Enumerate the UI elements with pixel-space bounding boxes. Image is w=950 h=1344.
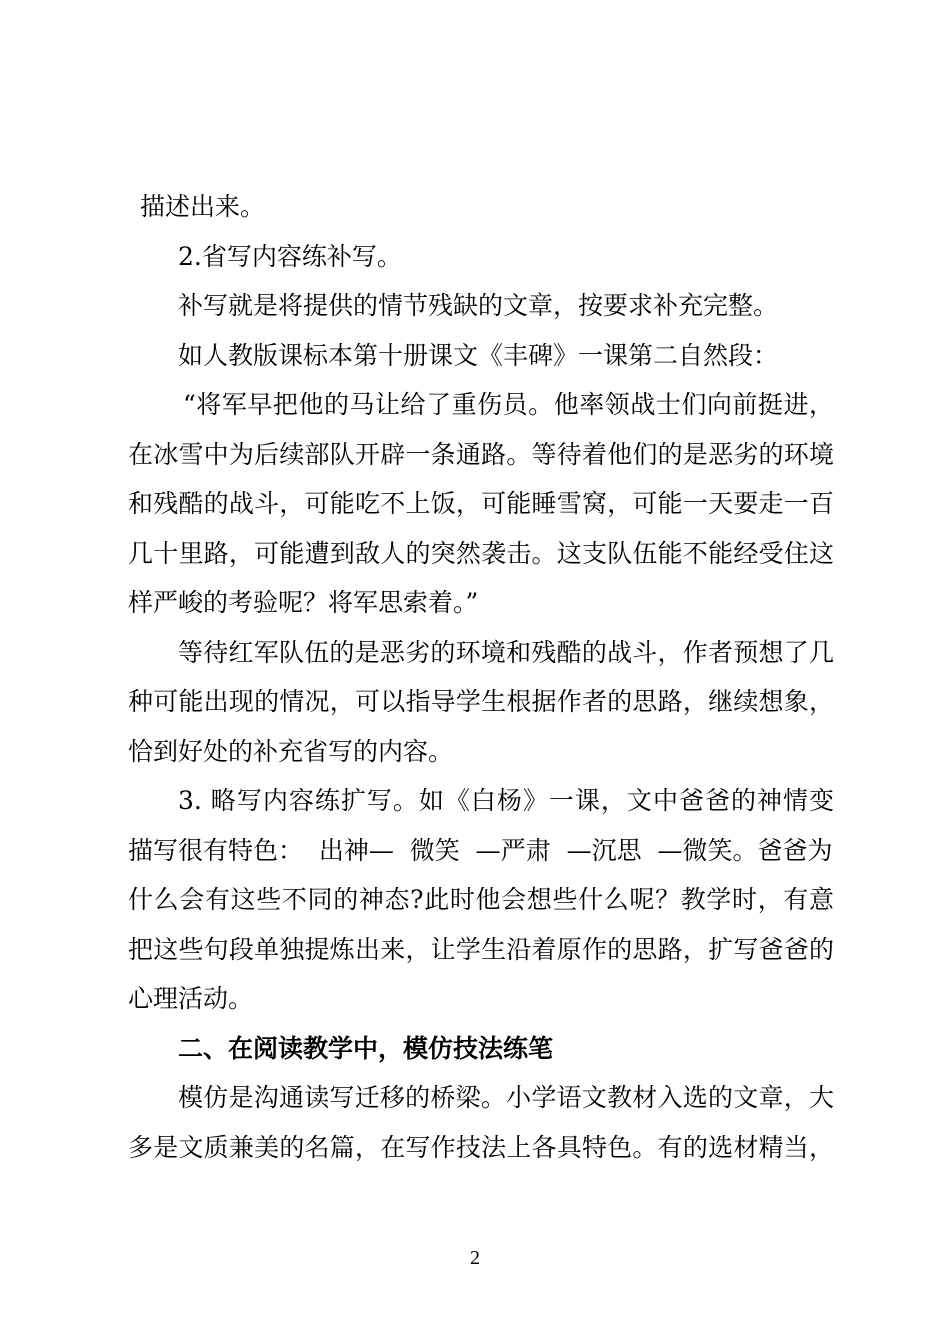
quote-line: 样严峻的考验呢？将军思索着。” [128,588,479,617]
paragraph-line: 补写就是将提供的情节残缺的文章，按要求补充完整。 [178,291,779,320]
paragraph-line: 心理活动。 [128,984,254,1013]
paragraph-line: 多是文质兼美的名篇，在写作技法上各具特色。有的选材精当， [128,1132,834,1162]
paragraph-line: 把这些句段单独提炼出来，让学生沿着原作的思路，扩写爸爸的 [128,934,834,964]
quote-line: 几十里路，可能遭到敌人的突然袭击。这支队伍能不能经受住这 [128,538,834,568]
paragraph-line: 2.省写内容练补写。 [178,241,402,271]
paragraph-line: 描写很有特色： 出神— 微笑 —严肃 —沉思 —微笑。爸爸为 [128,835,833,865]
quote-line: 和残酷的战斗，可能吃不上饭，可能睡雪窝，可能一天要走一百 [128,489,834,518]
document-body [128,182,834,1172]
quote-line: 在冰雪中为后续部队开辟一条通路。等待着他们的是恶劣的环境 [128,439,834,469]
paragraph-line: 如人教版课标本第十册课文《丰碑》一课第二自然段： [178,340,779,370]
paragraph-line: 模仿是沟通读写迁移的桥梁。小学语文教材入选的文章，大 [178,1083,834,1112]
paragraph-line: 3. 略写内容练扩写。如《白杨》一课，文中爸爸的神情变 [178,786,834,815]
section-heading: 二、在阅读教学中，模仿技法练笔 [178,1033,554,1063]
quote-line: “将军早把他的马让给了重伤员。他率领战士们向前挺进， [183,390,834,419]
page-number: 2 [470,1247,480,1269]
paragraph-line: 等待红军队伍的是恶劣的环境和残酷的战斗，作者预想了几 [178,637,834,667]
paragraph-line: 恰到好处的补充省写的内容。 [128,736,454,766]
paragraph-line: 种可能出现的情况，可以指导学生根据作者的思路，继续想象， [128,687,834,716]
paragraph-line: 什么会有这些不同的神态?此时他会想些什么呢？教学时，有意 [128,885,834,914]
paragraph-line: 描述出来。 [140,192,266,221]
